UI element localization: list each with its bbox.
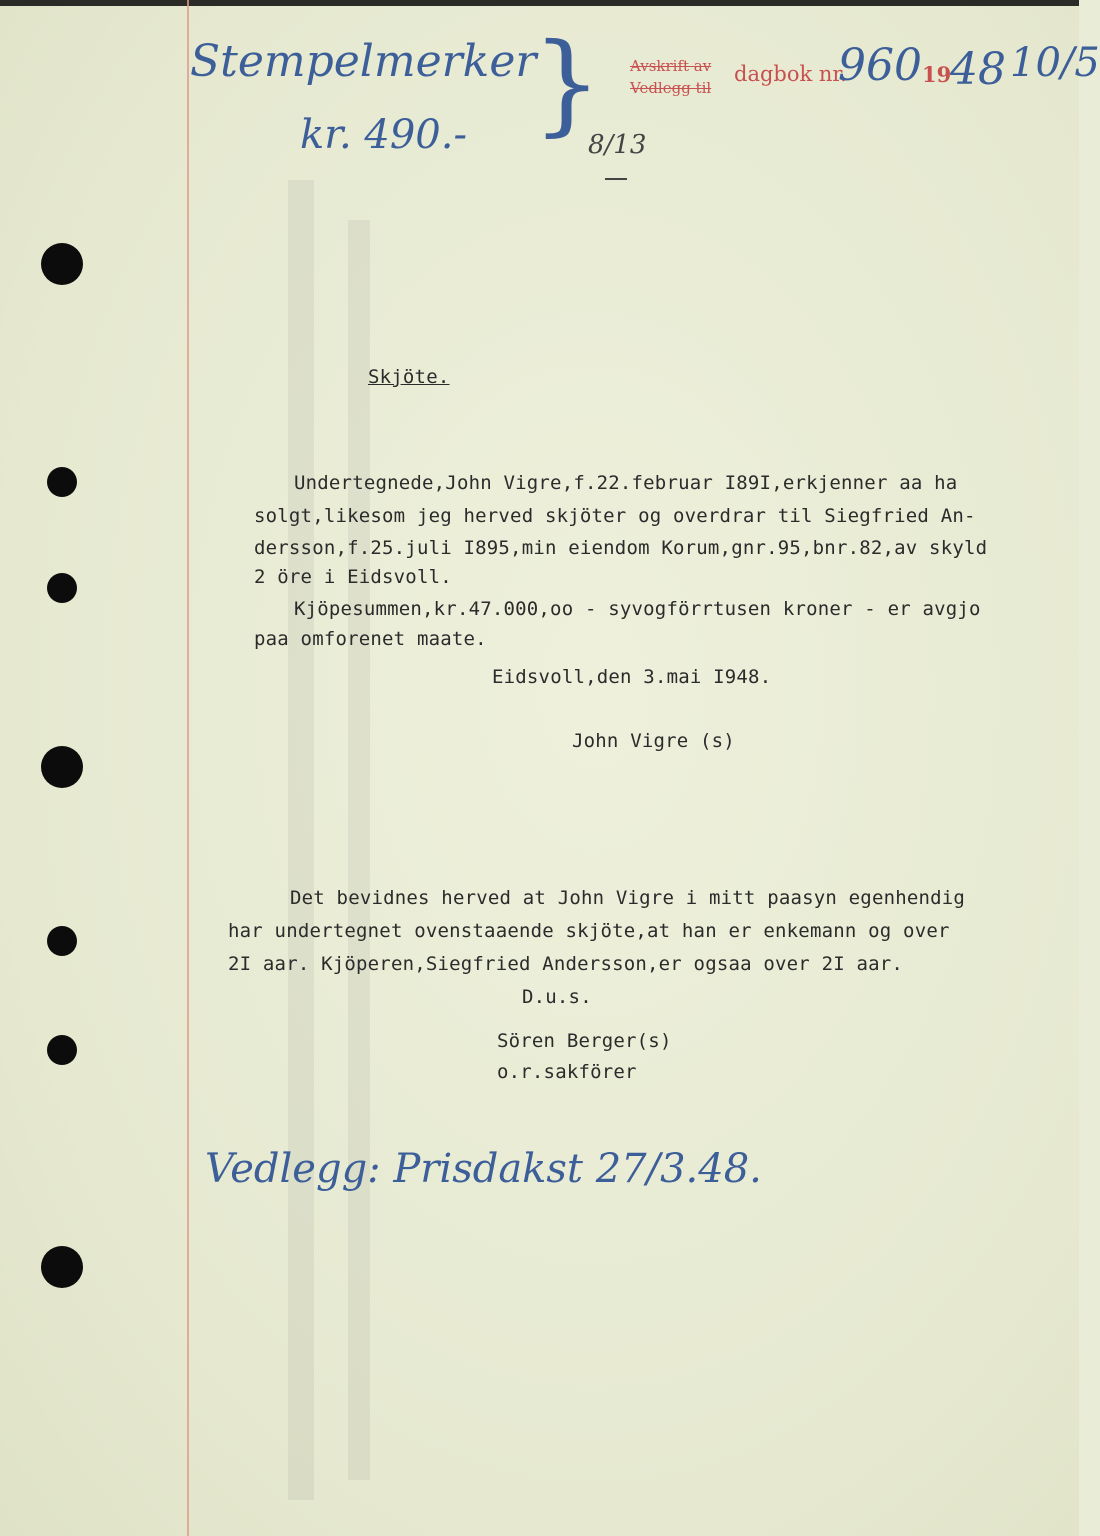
- scan-top-edge: [0, 0, 1079, 6]
- punch-hole: [41, 1246, 83, 1288]
- attachment-note: Vedlegg: Prisdakst 27/3.48.: [205, 1146, 762, 1192]
- attest-line: 2I aar. Kjöperen,Siegfried Andersson,er ogsaa over 2I aar.: [228, 953, 904, 975]
- margin-line: [187, 0, 189, 1536]
- stamp-line-1: Avskrift av: [630, 57, 712, 75]
- initial-mark: 8/13: [588, 130, 647, 160]
- stamp-duty-amount: kr. 490.-: [300, 112, 467, 158]
- body-line: Kjöpesummen,kr.47.000,oo - syvogförrtusen kroner - er avgjo: [294, 598, 981, 620]
- punch-hole: [41, 746, 83, 788]
- stamp-duty-label: Stempelmerker: [190, 36, 537, 87]
- curly-brace: }: [532, 19, 602, 147]
- punch-hole: [47, 1035, 77, 1065]
- body-line: 2 öre i Eidsvoll.: [254, 566, 452, 588]
- short-dash: [605, 178, 627, 180]
- body-line: paa omforenet maate.: [254, 628, 487, 650]
- attest-line: har undertegnet ovenstaaende skjöte,at han er enkemann og over: [228, 920, 950, 942]
- dagbok-number: 960: [838, 40, 922, 91]
- dagbok-year: 48: [950, 44, 1006, 95]
- witness-name: Sören Berger(s): [497, 1030, 672, 1052]
- body-line: dersson,f.25.juli I895,min eiendom Korum,gnr.95,bnr.82,av skyld: [254, 537, 988, 559]
- place-date: Eidsvoll,den 3.mai I948.: [492, 666, 772, 688]
- punch-hole: [41, 243, 83, 285]
- attest-line: Det bevidnes herved at John Vigre i mitt paasyn egenhendig: [290, 887, 966, 909]
- document-title: Skjöte.: [368, 366, 450, 388]
- punch-hole: [47, 467, 77, 497]
- signature: John Vigre (s): [572, 730, 735, 752]
- dagbok-label: dagbok nr.: [734, 62, 847, 86]
- body-line: solgt,likesom jeg herved skjöter og overdrar til Siegfried An-: [254, 505, 976, 527]
- punch-hole: [47, 573, 77, 603]
- witness-title: o.r.sakförer: [497, 1061, 637, 1083]
- stamp-line-2: Vedlegg til: [630, 79, 712, 97]
- body-line: Undertegnede,John Vigre,f.22.februar I89I,erkjenner aa ha: [294, 472, 958, 494]
- punch-hole: [47, 926, 77, 956]
- closing: D.u.s.: [522, 986, 592, 1008]
- dagbok-year-prefix: 19: [922, 62, 952, 87]
- dagbok-date: 10/5: [1010, 40, 1100, 86]
